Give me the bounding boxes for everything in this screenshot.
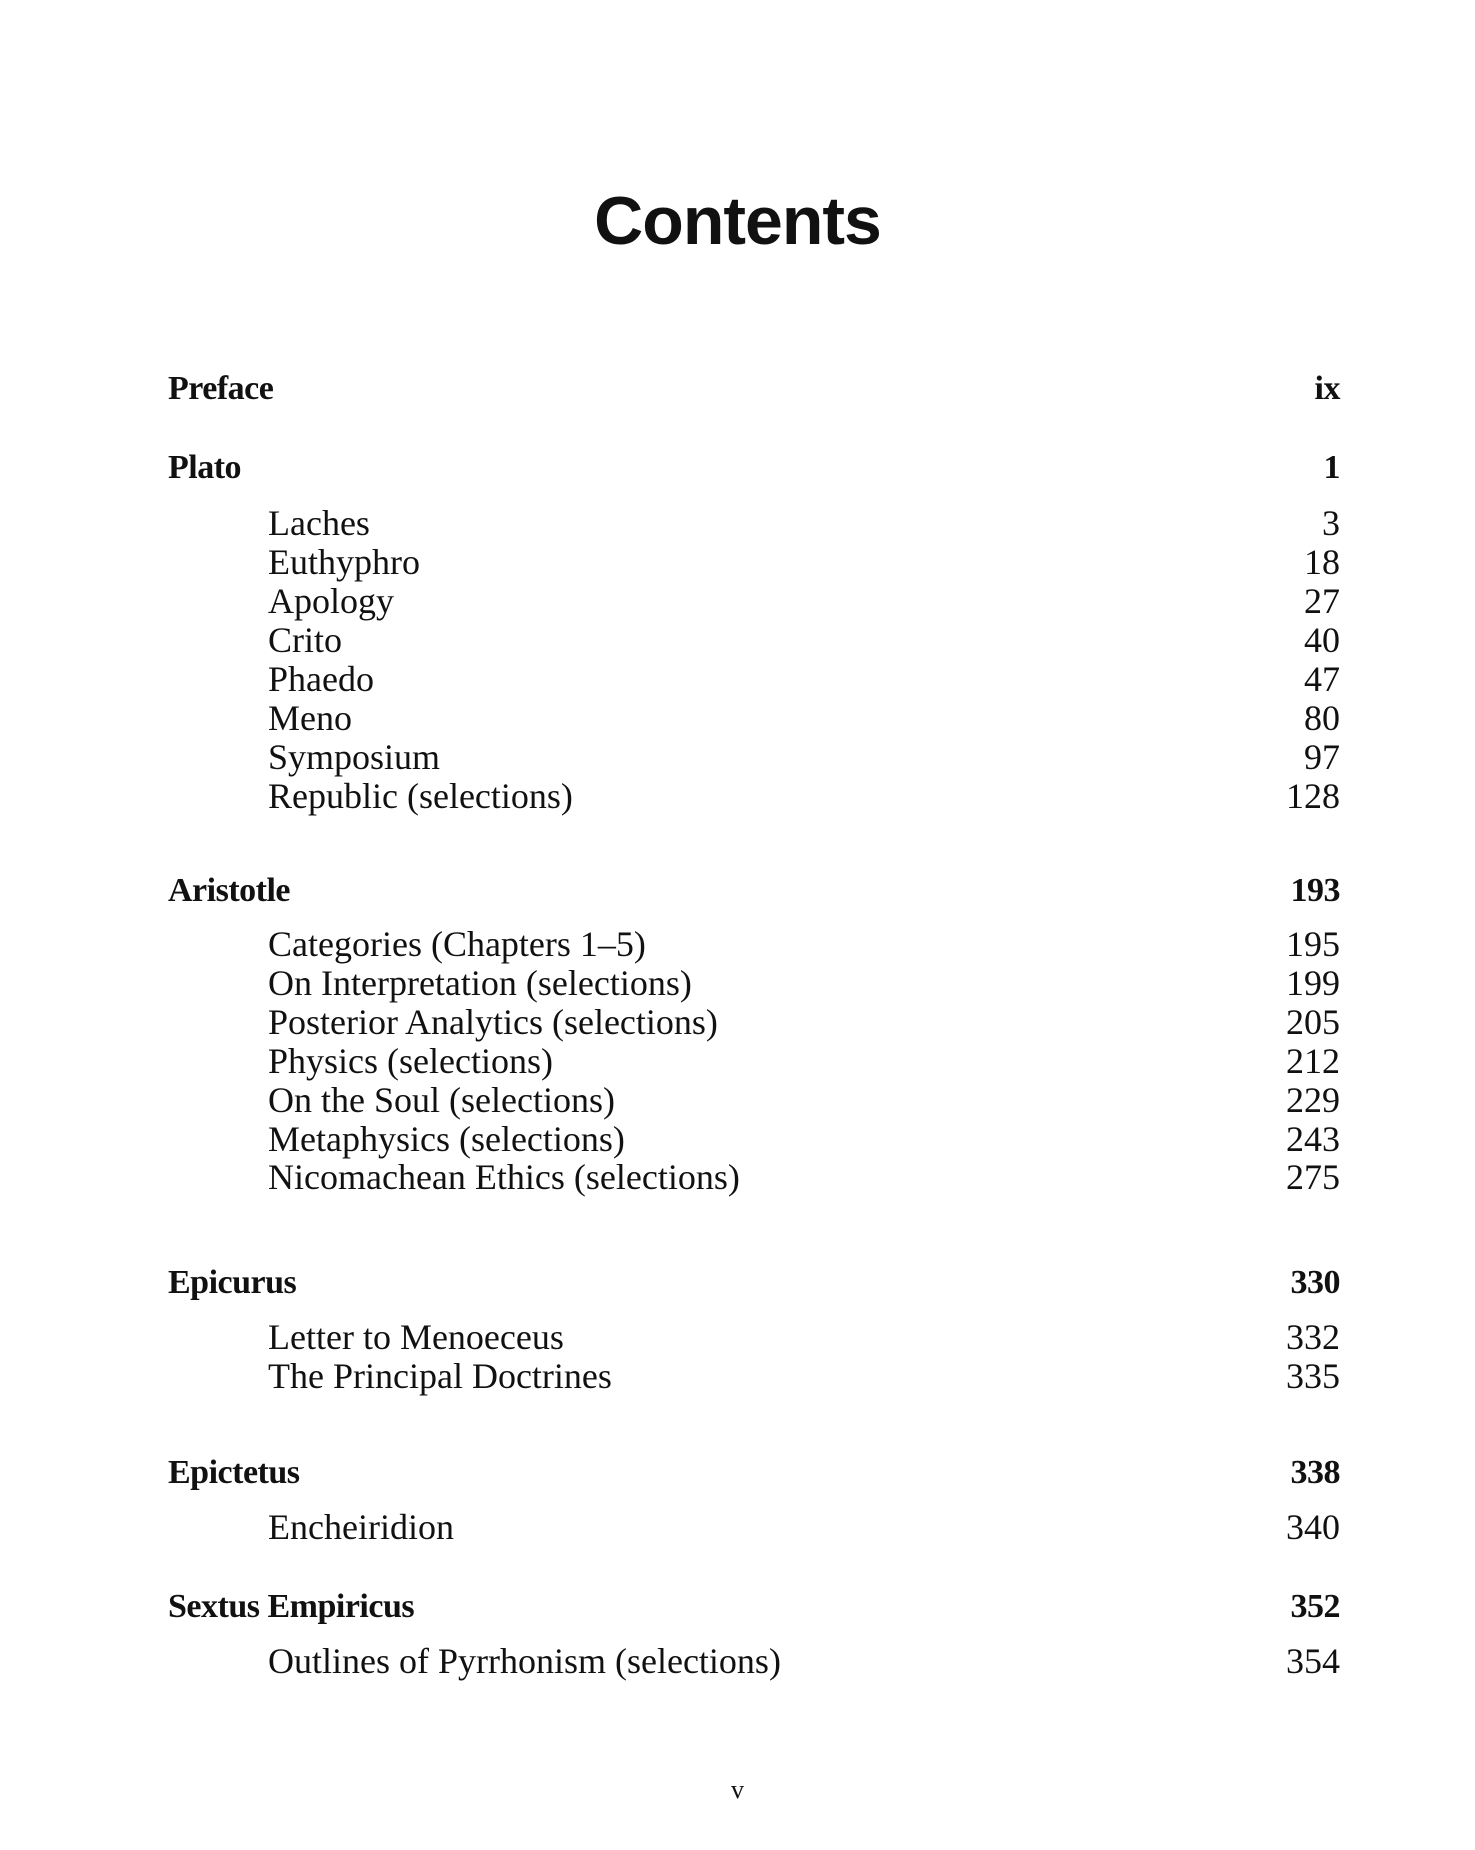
toc-entry: [168, 692, 1340, 736]
toc-entry: [168, 1311, 1340, 1355]
toc-entry: [168, 614, 1340, 658]
toc-section-heading: [168, 441, 1340, 485]
toc-page-number: 199: [1286, 963, 1340, 1003]
toc-page-number: 27: [1304, 581, 1340, 621]
toc-entry-title: Preface: [168, 370, 274, 407]
toc-entry-title: Aristotle: [168, 872, 291, 909]
toc-page-number: 205: [1286, 1002, 1340, 1042]
toc-page-number: 47: [1304, 659, 1340, 699]
toc-entry-title: Metaphysics (selections): [268, 1119, 625, 1159]
toc-page-number: 195: [1286, 924, 1340, 964]
toc-entry: [168, 1501, 1340, 1545]
toc-entry-title: Euthyphro: [268, 542, 420, 582]
toc-page-number: 80: [1304, 698, 1340, 738]
toc-section-heading: [168, 1256, 1340, 1300]
toc-section-heading: [168, 1580, 1340, 1624]
toc-entry: [168, 1350, 1340, 1394]
toc-entry: [168, 575, 1340, 619]
toc-entry: [168, 653, 1340, 697]
toc-entry-title: Epicurus: [168, 1264, 297, 1301]
toc-entry: [168, 731, 1340, 775]
toc-section-heading: [168, 1446, 1340, 1490]
toc-page-number: 335: [1286, 1356, 1340, 1396]
toc-section-heading: [168, 864, 1340, 908]
toc-entry-title: Sextus Empiricus: [168, 1588, 415, 1625]
toc-entry: [168, 770, 1340, 814]
toc-entry-title: On Interpretation (selections): [268, 963, 692, 1003]
toc-page-number: 332: [1286, 1317, 1340, 1357]
toc-entry: [168, 497, 1340, 541]
toc-page-number: 212: [1286, 1041, 1340, 1081]
toc-page-number: 40: [1304, 620, 1340, 660]
toc-entry: [168, 918, 1340, 962]
toc-entry-title: Symposium: [268, 737, 441, 777]
toc-page-number: 340: [1286, 1507, 1340, 1547]
toc-entry-title: Plato: [168, 449, 242, 486]
toc-page-number: ix: [1314, 370, 1340, 407]
toc-entry-title: Meno: [268, 698, 352, 738]
toc-entry: [168, 1635, 1340, 1679]
page-title: Contents: [594, 183, 881, 259]
toc-entry: [168, 1035, 1340, 1079]
toc-entry: [168, 957, 1340, 1001]
page-number: v: [731, 1775, 744, 1804]
toc-entry-title: Letter to Menoeceus: [268, 1317, 564, 1357]
toc-entry-title: Posterior Analytics (selections): [268, 1002, 718, 1042]
toc-page-number: 352: [1290, 1588, 1340, 1625]
toc-entry-title: Outlines of Pyrrhonism (selections): [268, 1641, 781, 1681]
toc-section-heading: [168, 362, 1340, 406]
toc-page-number: 330: [1290, 1264, 1340, 1301]
toc-entry-title: Physics (selections): [268, 1041, 553, 1081]
toc-entry-title: On the Soul (selections): [268, 1080, 615, 1120]
toc-entry-title: Categories (Chapters 1–5): [268, 924, 646, 964]
toc-entry: [168, 1151, 1340, 1195]
toc-entry-title: Apology: [268, 581, 394, 621]
toc-entry-title: Laches: [268, 503, 370, 543]
toc-page-number: 193: [1290, 872, 1340, 909]
toc-page-number: 3: [1322, 503, 1340, 543]
toc-page-number: 18: [1304, 542, 1340, 582]
toc-entry: [168, 1074, 1340, 1118]
toc-page-number: 229: [1286, 1080, 1340, 1120]
toc-entry-title: Republic (selections): [268, 776, 573, 816]
toc-entry-title: Crito: [268, 620, 343, 660]
toc-entry-title: Phaedo: [268, 659, 374, 699]
toc-entry-title: Nicomachean Ethics (selections): [268, 1157, 740, 1197]
toc-page-number: 128: [1286, 776, 1340, 816]
toc-page-number: 1: [1323, 449, 1340, 486]
toc-entry: [168, 996, 1340, 1040]
toc-entry-title: Encheiridion: [268, 1507, 454, 1547]
toc-page-number: 243: [1286, 1119, 1340, 1159]
toc-entry-title: The Principal Doctrines: [268, 1356, 612, 1396]
toc-entry-title: Epictetus: [168, 1454, 300, 1491]
toc-page-number: 275: [1286, 1157, 1340, 1197]
toc-entry: [168, 536, 1340, 580]
toc-page-number: 354: [1286, 1641, 1340, 1681]
toc-page-number: 338: [1290, 1454, 1340, 1491]
toc-page-number: 97: [1304, 737, 1340, 777]
